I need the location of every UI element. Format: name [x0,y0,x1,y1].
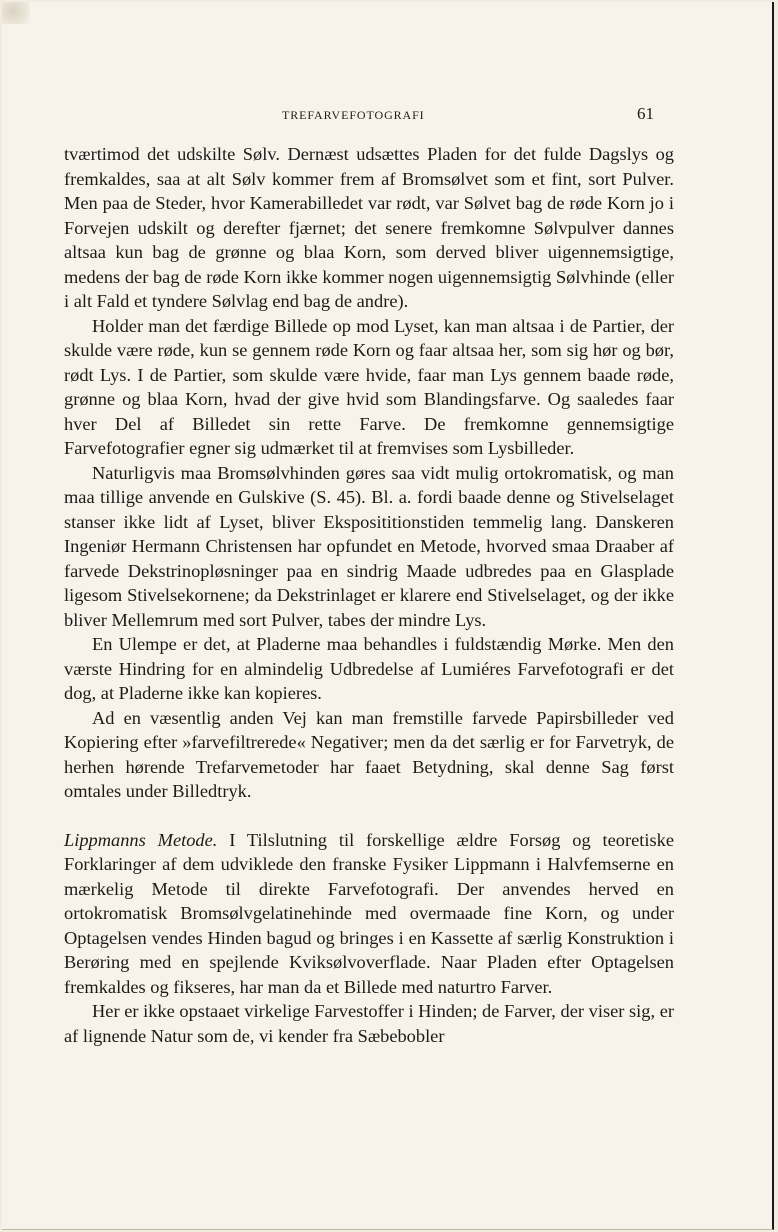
paragraph: Her er ikke opstaaet virkelige Farvestoffer i Hinden; de Farver, der viser sig, er af lignende Natur som de, vi kender fra Sæbebobler [64,1001,674,1046]
section-text: I Tilslutning til forskellige ældre Forsøg og teoretiske Forklaringer af dem udviklede den franske Fysiker Lippmann i Halvfemserne en mærkelig Metode til direkte Farvefotografi. Der anvendes herved en ortokromatisk Bromsølvgelatinehinde med overmaade fine Korn, og under Optagelsen vendes Hinden bagud og bringes i en Kassette af særlig Konstruktion i Berøring med en spejlende Kviksølvoverflade. Naar Pladen efter Optagelsen fremkaldes og fikseres, har man da et Billede med naturtro Farver. [64,829,674,997]
page-header [64,106,672,126]
book-page [2,2,774,1230]
paragraph: En Ulempe er det, at Pladerne maa behandles i fuldstændig Mørke. Men den værste Hindring for en almindelig Udbredelse af Lumiéres Farvefotografi er det dog, at Pladerne ikke kan kopieres. [64,634,674,703]
paragraph: Ad en væsentlig anden Vej kan man fremstille farvede Papirsbilleder ved Kopiering efter »farvefiltrerede« Negativer; men da det særlig er for Farvetryk, de herhen hørende Trefarvemetoder har faaet Betydning, skal denne Sag først omtales under Billedtryk. [64,707,674,801]
running-title: TREFARVEFOTOGRAFI [282,108,425,122]
section-title: Lippmanns Metode. [64,829,218,850]
section-paragraph-lippmann [64,828,674,1000]
page-corner-stain [2,2,30,24]
page-number: 61 [637,104,654,123]
paragraph: Naturligvis maa Bromsølvhinden gøres saa vidt mulig ortokromatisk, og man maa tillige anvende en Gulskive (S. 45). Bl. a. fordi baade denne og Stivelselaget stanser ikke lidt af Lyset, bliver Eksposititionstiden temmelig lang. Danskeren Ingeniør Hermann Christensen har opfundet en Metode, hvorved smaa Draaber af farvede Dekstrinopløsninger paa en sindrig Maade udbredes paa en Glasplade ligesom Stivelsekornene; da Dekstrinlaget er klarere end Stivelselaget, og der ikke bliver Mellemrum med sort Pulver, tabes der mindre Lys. [64,462,674,630]
body-text [64,142,674,1048]
paragraph: Holder man det færdige Billede op mod Lyset, kan man altsaa i de Partier, der skulde være røde, kun se gennem røde Korn og faar altsaa her, som sig hør og bør, rødt Lys. I de Partier, som skulde være hvide, faar man Lys gennem baade røde, grønne og blaa Korn, hvad der give hvid som Blandingsfarve. Og saaledes faar hver Del af Billedet sin rette Farve. De fremkomne gennemsigtige Farvefotografier egner sig udmærket til at fremvises som Lysbilleder. [64,315,674,458]
paragraph: tværtimod det udskilte Sølv. Dernæst udsættes Pladen for det fulde Dagslys og fremkaldes, saa at alt Sølv kommer frem af Bromsølvet som et fint, sort Pulver. Men paa de Steder, hvor Kamerabilledet var rødt, var Sølvet bag de røde Korn jo i Forvejen udskilt og derefter fjærnet; det senere fremkomne Sølvpulver dannes altsaa kun bag de grønne og blaa Korn, som derved bliver uigennemsigtige, medens der bag de røde Korn ikke kommer nogen uigennemsigtig Sølvhinde (eller i alt Fald et tyndere Sølvlag end bag de andre). [64,144,674,311]
